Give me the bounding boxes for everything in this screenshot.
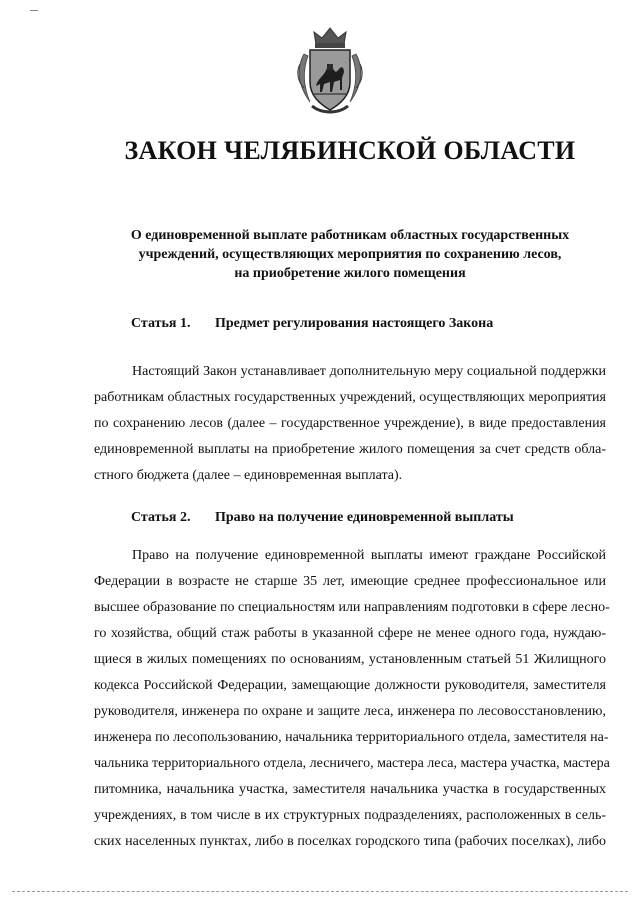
article-number: Статья 1.: [131, 316, 191, 331]
article-title: Предмет регулирования настоящего Закона: [215, 316, 494, 331]
article-title: Право на получение единовременной выплаты: [215, 510, 514, 525]
paragraph-line: стного бюджета (далее – единовременная выплата).: [94, 468, 403, 483]
paragraph-line: Федерации в возрасте не старше 35 лет, имеющие среднее профессиональное или: [94, 574, 606, 589]
paragraph-line: Право на получение единовременной выплаты имеют граждане Российской: [132, 548, 606, 563]
page-bottom-rule: [12, 891, 628, 892]
paragraph-line: руководителя, инженера по охране и защите леса, инженера по лесовосстановлению,: [94, 704, 606, 719]
article-1-heading: [131, 316, 493, 332]
subtitle-line: на приобретение жилого помещения: [234, 266, 466, 281]
coat-of-arms-icon: [294, 24, 366, 118]
subtitle-line: О единовременной выплате работникам областных государственных: [130, 228, 570, 243]
scan-corner-mark: [30, 10, 38, 11]
paragraph-line: инженера по лесопользованию, начальника территориального отдела, заместителя на-: [94, 730, 609, 745]
article-2-heading: [131, 510, 514, 526]
paragraph-line: питомника, начальника участка, заместителя начальника участка в государственных: [94, 782, 606, 797]
paragraph-line: по сохранению лесов (далее – государственное учреждение), в виде предоставления: [94, 416, 606, 431]
paragraph-line: работникам областных государственных учреждений, осуществляющих мероприятия: [94, 390, 606, 405]
law-subtitle: [90, 226, 610, 283]
paragraph-line: щиеся в жилых помещениях по основаниям, установленным статьей 51 Жилищного: [94, 652, 606, 667]
paragraph-line: кодекса Российской Федерации, замещающие должности руководителя, заместителя: [94, 678, 606, 693]
paragraph-line: ских населенных пунктах, либо в поселках городского типа (рабочих поселках), либо: [94, 834, 606, 849]
paragraph-line: учреждениях, в том числе в их структурных подразделениях, расположенных в сель-: [94, 808, 606, 823]
paragraph-line: Настоящий Закон устанавливает дополнительную меру социальной поддержки: [132, 364, 606, 379]
article-number: Статья 2.: [131, 510, 191, 525]
paragraph-line: чальника территориального отдела, лесничего, мастера леса, мастера участка, мастера: [94, 756, 610, 771]
law-title: ЗАКОН ЧЕЛЯБИНСКОЙ ОБЛАСТИ: [124, 136, 576, 165]
paragraph-line: единовременной выплаты на приобретение жилого помещения за счет средств обла-: [94, 442, 606, 457]
paragraph-line: го хозяйства, общий стаж работы в указанной сфере не менее одного года, нуждаю-: [94, 626, 606, 641]
paragraph-line: высшее образование по специальностям или направлениям подготовки в сфере лесно-: [94, 600, 610, 615]
subtitle-line: учреждений, осуществляющих мероприятия по сохранению лесов,: [138, 247, 562, 262]
